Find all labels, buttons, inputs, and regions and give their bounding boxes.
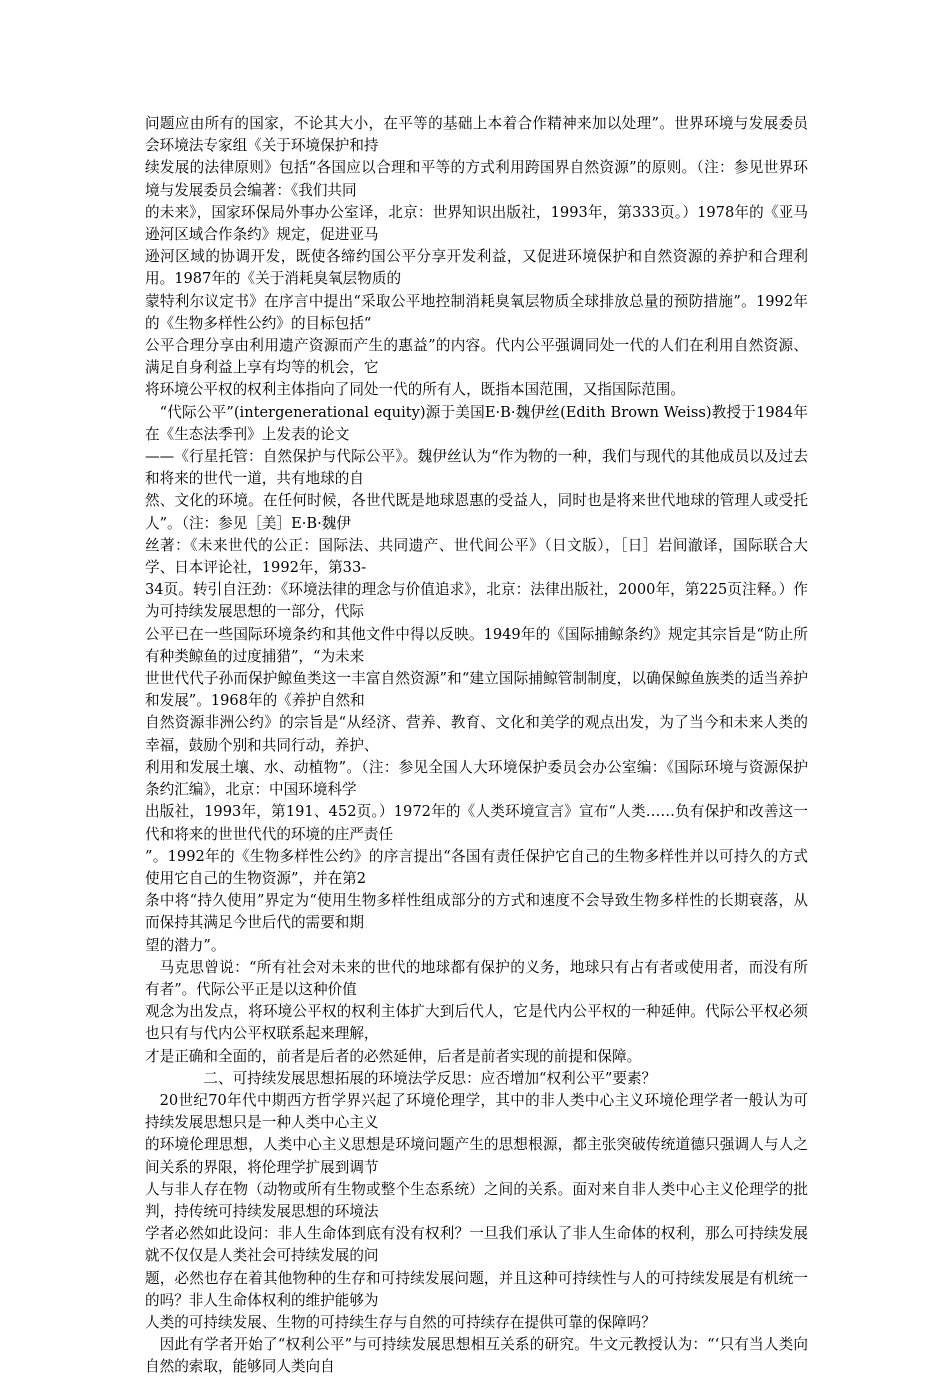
text-line: 望的潜力”。 <box>145 936 226 954</box>
text-line: ”。1992年的《生物多样性公约》的序言提出“各国有责任保护它自己的生物多样性并以可持久的方式使用它自己的生物资源”，并在第2 <box>145 847 808 887</box>
text-line: 观念为出发点，将环境公平权的权利主体扩大到后代人，它是代内公平权的一种延伸。代际公平权必须也只有与代内公平权联系起来理解， <box>145 1003 808 1043</box>
text-line: 丝著：《未来世代的公正：国际法、共同遗产、世代间公平》（日文版），［日］岩间澈译，国际联合大学、日本评论社，1992年，第33- <box>145 536 808 577</box>
text-line: 才是正确和全面的，前者是后者的必然延伸，后者是前者实现的前提和保障。 <box>145 1047 642 1065</box>
text-line: 逊河区域的协调开发，既使各缔约国公平分享开发利益，又促进环境保护和自然资源的养护和合理利用。1987年的《关于消耗臭氧层物质的 <box>145 248 808 288</box>
text-line: 条中将“持久使用”界定为“使用生物多样性组成部分的方式和速度不会导致生物多样性的长期衰落，从而保持其满足今世后代的需要和期 <box>145 892 808 932</box>
text-line: 蒙特利尔议定书》在序言中提出“采取公平地控制消耗臭氧层物质全球排放总量的预防措施”。1992年的《生物多样性公约》的目标包括“ <box>145 292 808 332</box>
text-line: 公平已在一些国际环境条约和其他文件中得以反映。1949年的《国际捕鲸条约》规定其宗旨是“防止所有种类鲸鱼的过度捕猎”，“为未来 <box>145 625 808 665</box>
text-line: 学者必然如此设问：非人生命体到底有没有权利？一旦我们承认了非人生命体的权利，那么可持续发展就不仅仅是人类社会可持续发展的问 <box>145 1225 808 1265</box>
text-line: 的环境伦理思想，人类中心主义思想是环境问题产生的思想根源，都主张突破传统道德只强调人与人之间关系的界限，将伦理学扩展到调节 <box>145 1136 808 1176</box>
text-line: 因此有学者开始了“权利公平”与可持续发展思想相互关系的研究。牛文元教授认为：“‘只有当人类向自然的索取，能够同人类向自 <box>145 1336 808 1376</box>
text-line: 利用和发展土壤、水、动植物”。（注：参见全国人大环境保护委员会办公室编：《国际环境与资源保护条约汇编》，北京：中国环境科学 <box>145 758 808 799</box>
text-line: 人类的可持续发展、生物的可持续生存与自然的可持续存在提供可靠的保障吗？ <box>145 1313 656 1331</box>
text-line: 自然资源非洲公约》的宗旨是“从经济、营养、教育、文化和美学的观点出发，为了当今和未来人类的幸福，鼓励个别和共同行动，养护、 <box>145 714 808 754</box>
section-heading: 二、可持续发展思想拓展的环境法学反思：应否增加“权利公平”要素？ <box>203 1069 657 1087</box>
text-line: 人与非人存在物（动物或所有生物或整个生态系统）之间的关系。面对来自非人类中心主义伦理学的批判，持传统可持续发展思想的环境法 <box>145 1180 808 1220</box>
text-line: 20世纪70年代中期西方哲学界兴起了环境伦理学，其中的非人类中心主义环境伦理学者一般认为可持续发展思想只是一种人类中心主义 <box>145 1091 808 1132</box>
text-line: 世世代代子孙而保护鲸鱼类这一丰富自然资源”和“建立国际捕鲸管制制度，以确保鲸鱼族类的适当养护和发展”。1968年的《养护自然和 <box>145 670 808 710</box>
text-line: 然、文化的环境。在任何时候，各世代既是地球恩惠的受益人，同时也是将来世代地球的管理人或受托人”。（注：参见［美］E·B·魏伊 <box>145 492 808 532</box>
text-line: 公平合理分享由利用遗产资源而产生的惠益”的内容。代内公平强调同处一代的人们在利用自然资源、满足自身利益上享有均等的机会，它 <box>145 337 808 377</box>
text-line: ——《行星托管：自然保护与代际公平》。魏伊丝认为“作为物的一种，我们与现代的其他成员以及过去和将来的世代一道，共有地球的自 <box>145 448 808 488</box>
text-line: 出版社，1993年，第191、452页。）1972年的《人类环境宣言》宣布“人类……负有保护和改善这一代和将来的世世代代的环境的庄严责任 <box>145 803 808 843</box>
document-body <box>145 113 808 1379</box>
text-line: 问题应由所有的国家，不论其大小，在平等的基础上本着合作精神来加以处理”。世界环境与发展委员会环境法专家组《关于环境保护和持 <box>145 115 808 155</box>
text-line: 34页。转引自汪劲：《环境法律的理念与价值追求》，北京：法律出版社，2000年，第225页注释。）作为可持续发展思想的一部分，代际 <box>145 581 808 621</box>
text-line: “代际公平”(intergenerational equity)源于美国E·B·魏伊丝(Edith Brown Weiss)教授于1984年在《生态法季刊》上发表的论文 <box>145 403 808 443</box>
text-line: 马克思曾说：“所有社会对未来的世代的地球都有保护的义务，地球只有占有者或使用者，而没有所有者”。代际公平正是以这种价值 <box>145 958 808 998</box>
text-line: 题，必然也存在着其他物种的生存和可持续发展问题，并且这种可持续性与人的可持续发展是有机统一的吗？非人生命体权利的维护能够为 <box>145 1269 808 1309</box>
text-line: 续发展的法律原则》包括“各国应以合理和平等的方式利用跨国界自然资源”的原则。（注：参见世界环境与发展委员会编著：《我们共同 <box>145 159 808 199</box>
text-line: 的未来》，国家环保局外事办公室译，北京：世界知识出版社，1993年，第333页。）1978年的《亚马逊河区域合作条约》规定，促进亚马 <box>145 203 808 244</box>
text-line: 将环境公平权的权利主体指向了同处一代的所有人，既指本国范围，又指国际范围。 <box>145 381 685 399</box>
